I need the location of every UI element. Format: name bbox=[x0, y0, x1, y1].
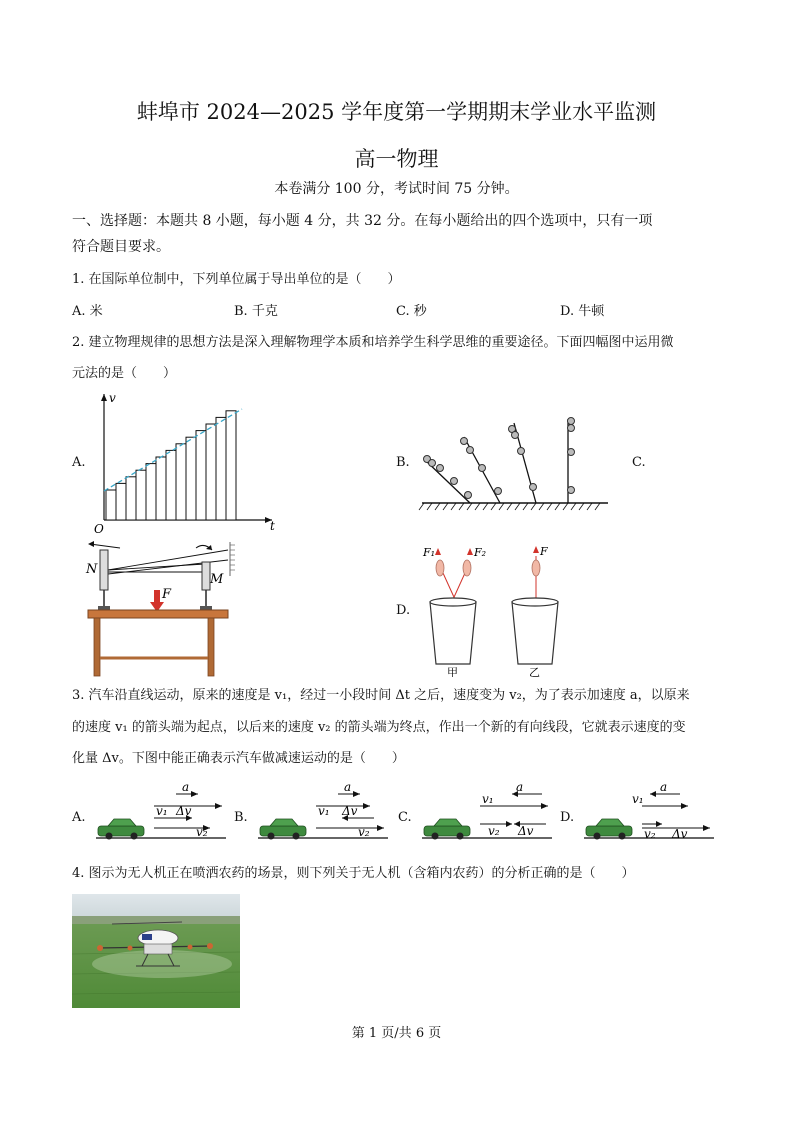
sym-a: a bbox=[660, 780, 668, 794]
staircase-bar bbox=[126, 477, 136, 520]
q2-label-d: D. bbox=[396, 603, 411, 618]
q2-figure-b-incline-balls bbox=[418, 415, 613, 515]
sym-v1: v₁ bbox=[318, 804, 330, 818]
staircase-bar bbox=[116, 483, 126, 520]
staircase-bar bbox=[166, 450, 176, 520]
q3-label-d: D. bbox=[560, 810, 575, 825]
staircase-bar bbox=[186, 437, 196, 520]
cup-yi-label: 乙 bbox=[529, 666, 540, 677]
mirror-n-label: N bbox=[86, 562, 98, 577]
q3-stem-line3: 化量 Δv。下图中能正确表示汽车做减速运动的是（ ） bbox=[72, 751, 405, 766]
force-f-label: F bbox=[162, 587, 172, 602]
staircase-bars bbox=[106, 411, 236, 520]
mirror-m-label: M bbox=[210, 572, 224, 587]
sym-v1: v₁ bbox=[156, 804, 168, 818]
staircase-bar bbox=[216, 417, 226, 520]
sym-a: a bbox=[182, 780, 190, 794]
sym-dv: Δv bbox=[176, 804, 192, 818]
staircase-bar bbox=[146, 464, 156, 520]
force-f1-label: F₁ bbox=[423, 546, 436, 559]
sym-v1: v₁ bbox=[482, 792, 494, 806]
origin-label: O bbox=[94, 522, 104, 535]
q3-label-c: C. bbox=[398, 810, 412, 825]
q2-stem-line1: 2. 建立物理规律的思想方法是深入理解物理学本质和培养学生科学思维的重要途径。下面四幅图中运用微 bbox=[72, 335, 674, 350]
sym-dv: Δv bbox=[342, 804, 358, 818]
sym-dv: Δv bbox=[518, 824, 534, 838]
sym-v2: v₂ bbox=[196, 825, 208, 839]
q3-diagram-a bbox=[92, 780, 232, 842]
q3-diagram-b bbox=[254, 780, 394, 842]
q3-stem-line2: 的速度 v₁ 的箭头端为起点，以后来的速度 v₂ 的箭头端为终点，作出一个新的有向线段，它就表示速度的变 bbox=[72, 720, 686, 735]
sym-a: a bbox=[344, 780, 352, 794]
exam-title: 蚌埠市 2024—2025 学年度第一学期期末学业水平监测 bbox=[136, 100, 657, 124]
exam-subject: 高一物理 bbox=[354, 147, 439, 171]
v-axis-label: v bbox=[109, 391, 116, 405]
q2-stem-line2: 元法的是（ ） bbox=[72, 366, 177, 381]
q1-option-c: C. 秒 bbox=[396, 304, 427, 319]
q3-diagram-d bbox=[580, 780, 720, 842]
sym-v2: v₂ bbox=[644, 827, 656, 841]
q3-label-b: B. bbox=[234, 810, 248, 825]
staircase-bar bbox=[136, 470, 146, 520]
q2-figure-d-cups bbox=[418, 542, 568, 677]
q4-stem: 4. 图示为无人机正在喷洒农药的场景，则下列关于无人机（含箱内农药）的分析正确的是（ ） bbox=[72, 866, 635, 881]
force-f2-label: F₂ bbox=[474, 546, 487, 559]
q4-drone-photo bbox=[72, 894, 240, 1008]
section-heading-line1: 一、选择题：本题共 8 小题，每小题 4 分，共 32 分。在每小题给出的四个选项中，只有一项 bbox=[72, 213, 653, 229]
exam-note: 本卷满分 100 分，考试时间 75 分钟。 bbox=[274, 181, 519, 197]
sym-a: a bbox=[516, 780, 524, 794]
q3-diagram-c bbox=[418, 780, 558, 842]
q2-figure-c-mirror-table bbox=[78, 540, 243, 680]
staircase-bar bbox=[196, 431, 206, 520]
q3-label-a: A. bbox=[72, 810, 86, 825]
q3-stem-line1: 3. 汽车沿直线运动，原来的速度是 v₁，经过一小段时间 Δt 之后，速度变为 v₂，为了表示加速度 a，以原来 bbox=[72, 688, 690, 703]
sym-v2: v₂ bbox=[488, 824, 500, 838]
q2-label-c: C. bbox=[632, 455, 646, 470]
sym-v2: v₂ bbox=[358, 825, 370, 839]
q1-stem: 1. 在国际单位制中，下列单位属于导出单位的是（ ） bbox=[72, 272, 401, 287]
q1-option-d: D. 牛顿 bbox=[560, 304, 605, 319]
q2-label-a: A. bbox=[72, 455, 86, 470]
staircase-bar bbox=[106, 490, 116, 520]
page-footer: 第 1 页/共 6 页 bbox=[351, 1026, 442, 1041]
section-heading-line2: 符合题目要求。 bbox=[72, 239, 170, 255]
cup-jia-label: 甲 bbox=[447, 666, 458, 677]
sym-v1: v₁ bbox=[632, 792, 644, 806]
staircase-bar bbox=[156, 457, 166, 520]
staircase-bar bbox=[176, 444, 186, 520]
q1-option-a: A. 米 bbox=[72, 304, 103, 319]
q1-option-b: B. 千克 bbox=[234, 304, 278, 319]
sym-dv: Δv bbox=[672, 827, 688, 841]
t-axis-label: t bbox=[270, 519, 275, 533]
q2-figure-a-vt-graph bbox=[90, 390, 280, 535]
q2-label-b: B. bbox=[396, 455, 410, 470]
force-f-label-d: F bbox=[540, 545, 548, 558]
staircase-bar bbox=[226, 411, 236, 520]
staircase-bar bbox=[206, 424, 216, 520]
